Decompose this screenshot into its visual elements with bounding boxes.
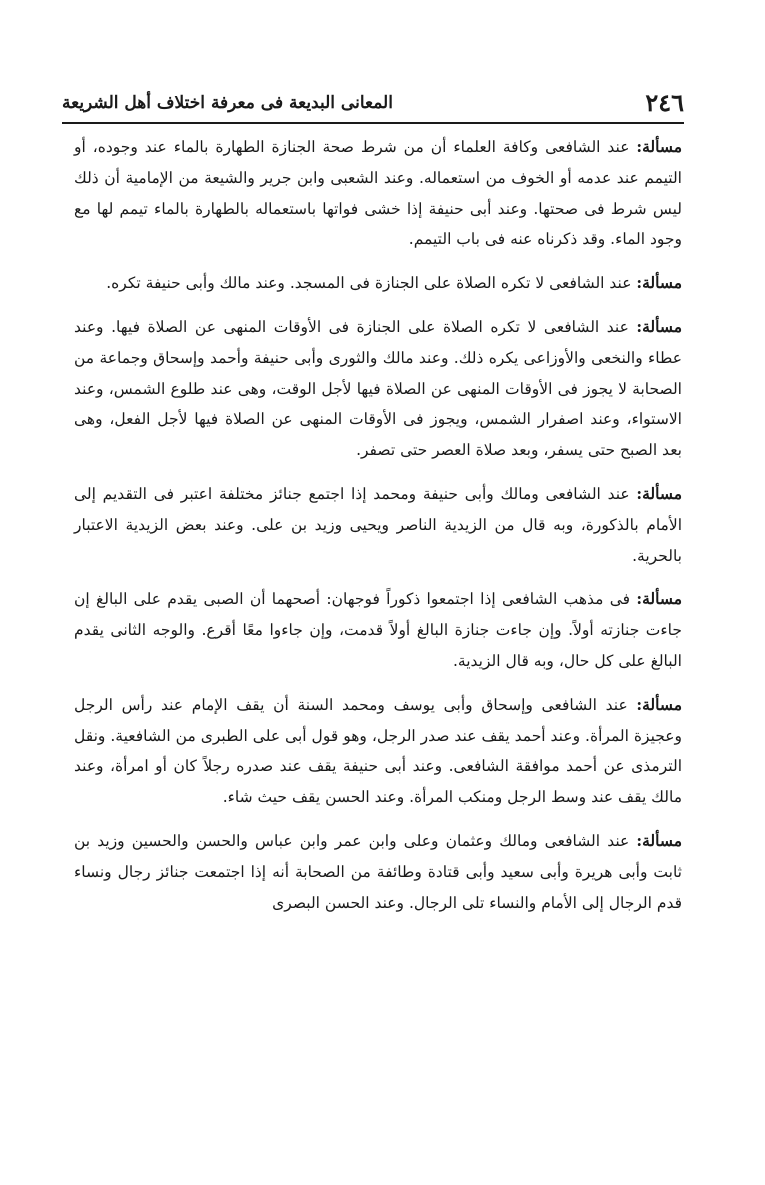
paragraph-text: فى مذهب الشافعى إذا اجتمعوا ذكوراً فوجهان: أصحهما أن الصبى يقدم على البالغ إن جاءت جنازته أولاً. وإن جاءت جنازة البالغ أولاً قدمت، وإن جاءوا معًا أقرع. والوجه الثانى يقدم البالغ على كل حال، وبه قال الزيدية. [74,590,682,670]
issue-label: مسألة: [636,273,682,293]
paragraph [74,690,682,813]
issue-label: مسألة: [636,483,682,503]
issue-label: مسألة: [636,316,682,336]
paragraph [74,826,682,918]
paragraph-text: عند الشافعى ومالك وعثمان وعلى وابن عمر وابن عباس والحسن والحسين وزيد بن ثابت وأبى هريرة وأبى سعيد وأبى قتادة وطائفة من الصحابة أنه إذا اجتمعت جنائز رجال ونساء قدم الرجال إلى الأمام والنساء تلى الرجال. وعند الحسن البصرى [74,831,682,912]
body-text [74,132,682,931]
page-number: ٢٤٦ [645,88,684,117]
issue-label: مسألة: [636,137,682,156]
paragraph [74,268,682,299]
paragraph [74,479,682,571]
paragraph [74,132,682,255]
paragraph [74,584,682,676]
paragraph [74,312,682,466]
header-rule [62,122,684,124]
issue-label: مسألة: [636,694,682,714]
paragraph-text: عند الشافعى ومالك وأبى حنيفة ومحمد إذا اجتمع جنائز مختلفة اعتبر فى التقديم إلى الأمام بالذكورة، وبه قال من الزيدية الناصر ويحيى وزيد بن على. وعند بعض الزيدية الاعتبار بالحرية. [74,484,682,565]
issue-label: مسألة: [636,589,682,609]
book-title: المعانى البديعة فى معرفة اختلاف أهل الشريعة [62,93,393,113]
paragraph-text: عند الشافعى وإسحاق وأبى يوسف ومحمد السنة أن يقف الإمام عند رأس الرجل وعجيزة المرأة. وعند أحمد يقف عند صدر الرجل، وهو قول أبى على الطبرى من الشافعية. ونقل الترمذى عن أحمد موافقة الشافعى. وعند أبى حنيفة يقف عند صدره رجلاً كان أو امرأة، وعند مالك يقف عند وسط الرجل ومنكب المرأة. وعند الحسن يقف حيث شاء. [74,695,682,807]
paragraph-text: عند الشافعى لا تكره الصلاة على الجنازة فى الأوقات المنهى عن الصلاة فيها. وعند عطاء والنخعى والأوزاعى يكره ذلك. وعند مالك والثورى وأبى حنيفة وأحمد وإسحاق وجماعة من الصحابة لا يجوز فى الأوقات المنهى عن الصلاة فيها لأجل الوقت، وهى عند طلوع الشمس، وعند الاستواء، وعند اصفرار الشمس، ويجوز فى الأوقات المنهى عن الصلاة فيها لأجل الفعل، وهى بعد الصبح حتى يسفر، وبعد صلاة العصر حتى تصفر. [74,317,682,460]
paragraph-text: عند الشافعى وكافة العلماء أن من شرط صحة الجنازة الطهارة بالماء عند وجوده، أو التيمم عند عدمه أو الخوف من استعماله. وعند الشعبى وابن جرير والشيعة من الإمامية أن ذلك ليس شرط فى صحتها. وعند أبى حنيفة إذا خشى فواتها باستعماله بالطهارة بالماء تيمم لها مع وجود الماء. وقد ذكرناه عنه فى باب التيمم. [74,138,682,249]
running-head [62,86,684,120]
paragraph-text: عند الشافعى لا تكره الصلاة على الجنازة فى المسجد. وعند مالك وأبى حنيفة تكره. [106,274,637,293]
issue-label: مسألة: [636,830,682,850]
